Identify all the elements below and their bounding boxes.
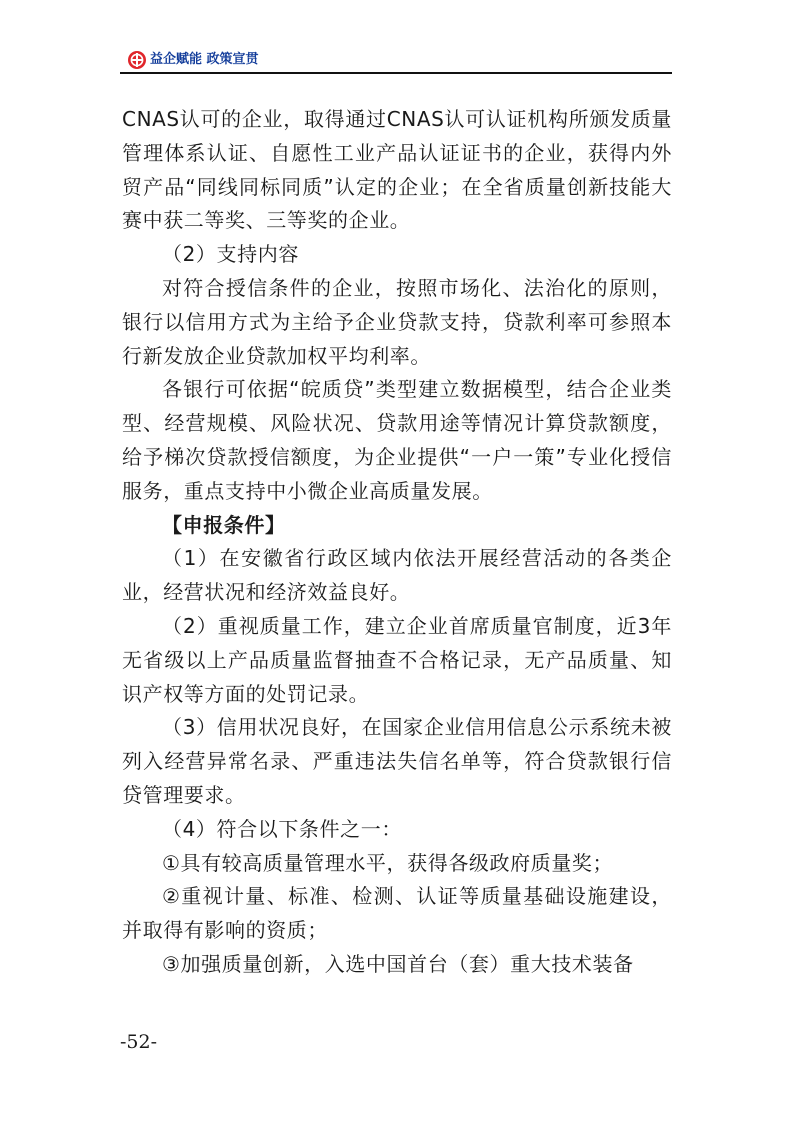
- condition-4: （4）符合以下条件之一：: [162, 816, 402, 841]
- document-body: [122, 103, 672, 982]
- page-number: -52-: [120, 1031, 158, 1053]
- section-heading-application-conditions: 【申报条件】: [162, 512, 286, 537]
- condition-3: （3）信用状况良好，在国家企业信用信息公示系统未被列入经营异常名录、严重违法失信名单等，符合贷款银行信贷管理要求。: [122, 715, 672, 807]
- paragraph-credit-support: 对符合授信条件的企业，按照市场化、法治化的原则，银行以信用方式为主给予企业贷款支持，贷款利率可参照本行新发放企业贷款加权平均利率。: [122, 275, 672, 368]
- condition-4-item-2: ②重视计量、标准、检测、认证等质量基础设施建设，并取得有影响的资质；: [122, 884, 672, 943]
- header-brand-title: 益企赋能 政策宣贯: [150, 52, 259, 67]
- condition-4-item-1: ①具有较高质量管理水平，获得各级政府质量奖；: [162, 850, 614, 875]
- paragraph-cnas-qualifications: CNAS认可的企业，取得通过CNAS认可认证机构所颁发质量管理体系认证、自愿性工业产品认证证书的企业，获得内外贸产品“同线同标同质”认定的企业；在全省质量创新技能大赛中获二等奖、三等奖的企业。: [122, 107, 672, 233]
- paragraph-data-model: 各银行可依据“皖质贷”类型建立数据模型，结合企业类型、经营规模、风险状况、贷款用途等情况计算贷款额度，给予梯次贷款授信额度，为企业提供“一户一策”专业化授信服务，重点支持中小微企业高质量发展。: [122, 377, 672, 503]
- condition-2: （2）重视质量工作，建立企业首席质量官制度，近3年无省级以上产品质量监督抽查不合格记录，无产品质量、知识产权等方面的处罚记录。: [122, 613, 672, 706]
- page-header: [120, 46, 672, 76]
- subheading-support-content: （2）支持内容: [162, 242, 299, 267]
- brand-logo-icon: [127, 50, 147, 70]
- header-divider: [120, 72, 672, 74]
- condition-1: （1）在安徽省行政区域内依法开展经营活动的各类企业，经营状况和经济效益良好。: [122, 546, 672, 605]
- condition-4-item-3: ③加强质量创新，入选中国首台（套）重大技术装备: [162, 951, 634, 976]
